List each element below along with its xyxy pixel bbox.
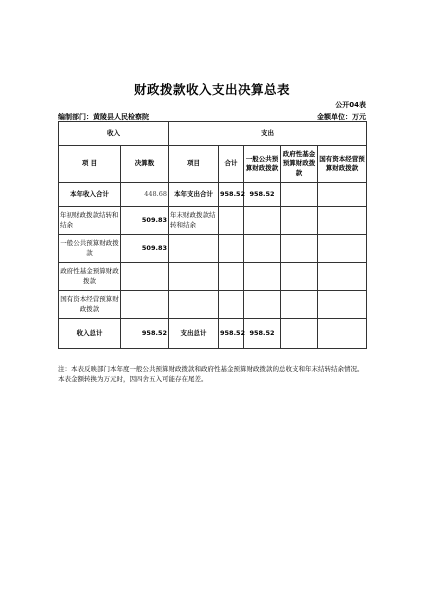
empty-cell bbox=[121, 291, 169, 319]
budget-table bbox=[58, 121, 367, 349]
income-header: 收入 bbox=[59, 122, 169, 146]
income-subtotal-label: 本年收入合计 bbox=[59, 183, 121, 207]
begin-balance-label: 年初财政拨款结转和结余 bbox=[59, 207, 121, 235]
empty-cell bbox=[318, 291, 367, 319]
expense-subtotal-label: 本年支出合计 bbox=[169, 183, 219, 207]
gov-fund-income-label: 政府性基金预算财政拨款 bbox=[59, 263, 121, 291]
empty-cell bbox=[244, 235, 281, 263]
gov-fund-header: 政府性基金预算财政拨款 bbox=[281, 146, 318, 183]
general-income-label: 一般公共预算财政拨款 bbox=[59, 235, 121, 263]
item-header: 项 目 bbox=[59, 146, 121, 183]
form-number: 公开04表 bbox=[335, 101, 366, 109]
state-capital-header: 国有资本经营预算财政拨款 bbox=[318, 146, 367, 183]
empty-cell bbox=[281, 235, 318, 263]
general-income-value: 509.83 bbox=[121, 235, 169, 263]
empty-cell bbox=[318, 263, 367, 291]
empty-cell bbox=[281, 183, 318, 207]
empty-cell bbox=[121, 263, 169, 291]
expense-item-header: 项目 bbox=[169, 146, 219, 183]
income-total-value: 958.52 bbox=[121, 319, 169, 349]
expense-total-total: 958.52 bbox=[219, 319, 244, 349]
empty-cell bbox=[219, 235, 244, 263]
income-total-label: 收入总计 bbox=[59, 319, 121, 349]
state-capital-income-label: 国有资本经营预算财政拨款 bbox=[59, 291, 121, 319]
page-title: 财政拨款收入支出决算总表 bbox=[133, 82, 290, 97]
empty-cell bbox=[219, 207, 244, 235]
expense-total-label: 支出总计 bbox=[169, 319, 219, 349]
empty-cell bbox=[169, 263, 219, 291]
empty-cell bbox=[244, 291, 281, 319]
empty-cell bbox=[318, 183, 367, 207]
empty-cell bbox=[244, 263, 281, 291]
empty-cell bbox=[318, 319, 367, 349]
income-subtotal-value: 448.68 bbox=[121, 183, 169, 207]
empty-cell bbox=[281, 207, 318, 235]
unit-label: 金额单位：万元 bbox=[317, 113, 366, 121]
empty-cell bbox=[318, 207, 367, 235]
footnote: 注：本表反映部门本年度一般公共预算财政拨款和政府性基金预算财政拨款的总收支和年末结转结余情况。本表金额转换为万元时，因四舍五入可能存在尾差。 bbox=[58, 365, 364, 384]
expense-subtotal-general: 958.52 bbox=[244, 183, 281, 207]
empty-cell bbox=[169, 235, 219, 263]
expense-total-general: 958.52 bbox=[244, 319, 281, 349]
empty-cell bbox=[219, 291, 244, 319]
empty-cell bbox=[169, 291, 219, 319]
department-label: 编制部门：黄陵县人民检察院 bbox=[58, 113, 149, 121]
general-budget-header: 一般公共预算财政拨款 bbox=[244, 146, 281, 183]
begin-balance-value: 509.83 bbox=[121, 207, 169, 235]
empty-cell bbox=[244, 207, 281, 235]
empty-cell bbox=[281, 263, 318, 291]
expense-subtotal-total: 958.52 bbox=[219, 183, 244, 207]
empty-cell bbox=[281, 319, 318, 349]
empty-cell bbox=[281, 291, 318, 319]
empty-cell bbox=[219, 263, 244, 291]
total-header: 合计 bbox=[219, 146, 244, 183]
final-amount-header: 决算数 bbox=[121, 146, 169, 183]
expense-header: 支出 bbox=[169, 122, 367, 146]
end-balance-label: 年末财政拨款结转和结余 bbox=[169, 207, 219, 235]
empty-cell bbox=[318, 235, 367, 263]
